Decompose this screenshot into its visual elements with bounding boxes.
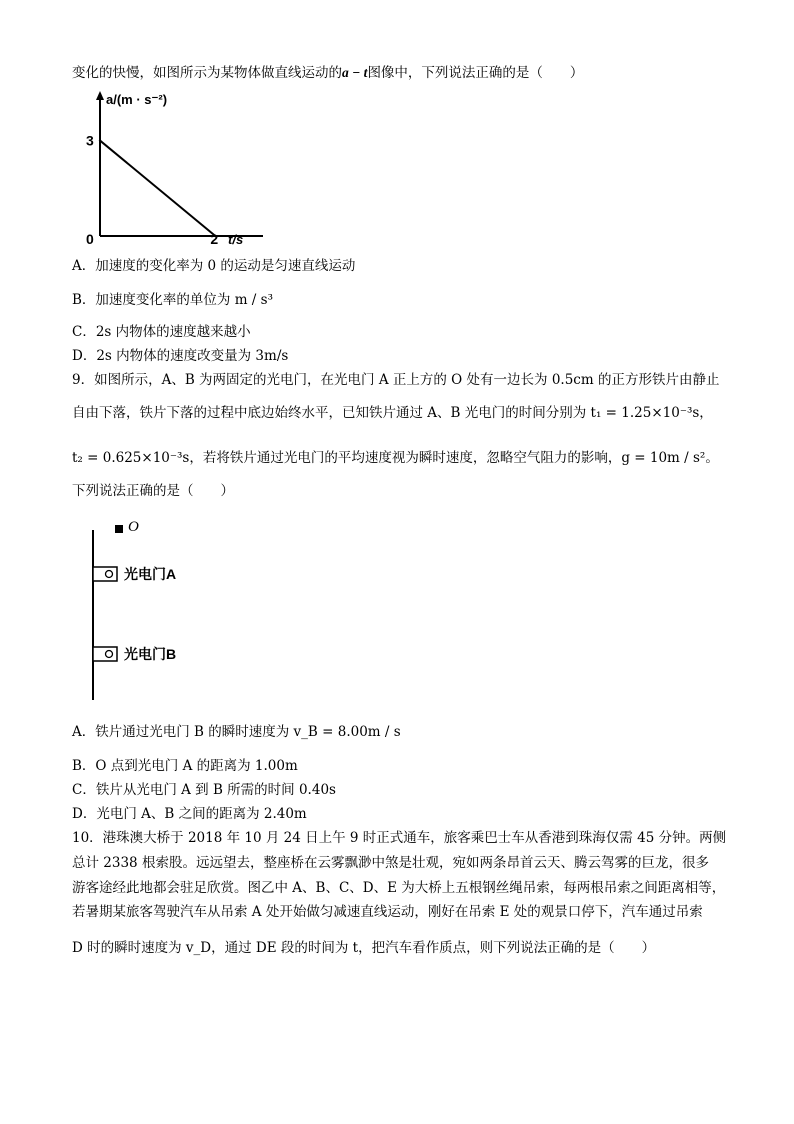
- series-line: [100, 141, 215, 236]
- point-o-label: O: [128, 519, 139, 535]
- q10-line-3: 游客途经此地都会驻足欣赏。图乙中 A、B、C、D、E 为大桥上五根钢丝绳吊索，每两根吊索之间距离相等，: [72, 880, 726, 896]
- q10-line-5: D 时的瞬时速度为 v_D，通过 DE 段的时间为 t，把汽车看作质点，则下列说法正确的是（ ）: [72, 940, 656, 956]
- y-axis-arrow: [96, 91, 104, 100]
- q9-option-b: [72, 756, 298, 776]
- gate-a-sensor: [106, 571, 113, 578]
- q9-option-d: [72, 804, 307, 824]
- option-text: 2s 内物体的速度越来越小: [95, 324, 251, 340]
- y-axis-label: a/(m · s⁻²): [106, 92, 168, 107]
- q9-line-4: 下列说法正确的是（ ）: [72, 483, 234, 499]
- option-text: 2s 内物体的速度改变量为 3m/s: [96, 348, 289, 364]
- option-label: D．: [72, 806, 97, 822]
- iron-piece: [115, 525, 123, 533]
- q9-line-1: 9．如图所示，A、B 为两固定的光电门，在光电门 A 正上方的 O 处有一边长为 0.5cm 的正方形铁片由静止: [72, 372, 720, 388]
- y-tick-label: 3: [86, 132, 94, 149]
- gate-a-label: 光电门A: [124, 566, 177, 582]
- q8-intro-a: 变化的快慢，如图所示为某物体做直线运动的: [72, 65, 342, 81]
- q10-line-1: 10．港珠澳大桥于 2018 年 10 月 24 日上午 9 时正式通车，旅客乘巴士车从香港到珠海仅需 45 分钟。两侧: [72, 830, 727, 846]
- a-t-graph: [78, 88, 278, 248]
- q8-intro-b: 图像中，下列说法正确的是（ ）: [367, 65, 584, 81]
- option-label: C．: [72, 782, 96, 798]
- option-label: A．: [72, 258, 96, 274]
- option-label: A．: [72, 724, 96, 740]
- q9-line-3: t₂ = 0.625×10⁻³s，若将铁片通过光电门的平均速度视为瞬时速度，忽略空气阻力的影响，g = 10m / s²。: [72, 450, 719, 466]
- option-label: D．: [72, 348, 97, 364]
- x-tick-label: 2: [210, 231, 219, 247]
- a-t-axes: [96, 91, 263, 236]
- q9-option-a: [72, 722, 401, 742]
- origin-label: 0: [86, 231, 94, 247]
- q9-option-c: [72, 780, 336, 800]
- option-label: C．: [72, 324, 96, 340]
- a-t-series: [99, 139, 217, 237]
- option-label: B．: [72, 758, 96, 774]
- option-text: 加速度变化率的单位为 m / s³: [95, 292, 273, 308]
- q8-option-d: [72, 346, 288, 366]
- q8-option-b: [72, 290, 273, 310]
- gate-b-sensor: [106, 651, 113, 658]
- option-text: 铁片通过光电门 B 的瞬时速度为 v_B = 8.00m / s: [95, 724, 401, 740]
- gate-b-label: 光电门B: [124, 646, 177, 662]
- q8-intro-var: a − t: [342, 65, 368, 80]
- option-text: 加速度的变化率为 0 的运动是匀速直线运动: [95, 258, 356, 274]
- data-point-0: [99, 139, 101, 141]
- option-text: 光电门 A、B 之间的距离为 2.40m: [96, 806, 307, 822]
- x-axis-label: t/s: [228, 232, 244, 247]
- q10-line-2: 总计 2338 根索股。远远望去，整座桥在云雾飘渺中煞是壮观，宛如两条昂首云天、腾云驾雾的巨龙，很多: [72, 855, 709, 871]
- q8-option-a: [72, 256, 355, 276]
- q10-line-4: 若暑期某旅客驾驶汽车从吊索 A 处开始做匀减速直线运动，刚好在吊索 E 处的观景口停下，汽车通过吊索: [72, 904, 703, 920]
- option-label: B．: [72, 292, 96, 308]
- q8-intro: [72, 63, 583, 83]
- option-text: 铁片从光电门 A 到 B 所需的时间 0.40s: [95, 782, 336, 798]
- q9-line-2: 自由下落，铁片下落的过程中底边始终水平，已知铁片通过 A、B 光电门的时间分别为 t₁ = 1.25×10⁻³s，: [72, 405, 713, 421]
- a-t-labels: [86, 92, 243, 247]
- option-text: O 点到光电门 A 的距离为 1.00m: [95, 758, 298, 774]
- q8-option-c: [72, 322, 251, 342]
- photogate-figure: [88, 510, 228, 705]
